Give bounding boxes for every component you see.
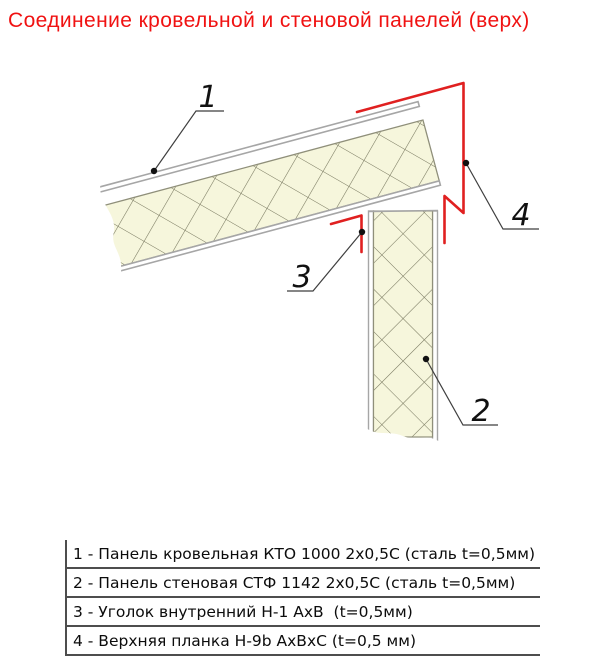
legend-row-2-text: 2 - Панель стеновая СТФ 1142 2х0,5С (сталь t=0,5мм) <box>73 573 516 592</box>
legend-row-3-text: 3 - Уголок внутренний Н-1 АхВ (t=0,5мм) <box>73 602 413 621</box>
wall-panel-right-skin <box>433 211 438 442</box>
wall-panel <box>368 211 438 443</box>
legend-row-4 <box>67 627 540 656</box>
wall-panel-top-edge <box>368 211 438 212</box>
legend-row-3 <box>67 598 540 627</box>
legend-row-1 <box>67 540 540 569</box>
technical-drawing <box>0 46 600 520</box>
legend-row-4-text: 4 - Верхняя планка Н-9b АхВхС (t=0,5 мм) <box>73 631 416 650</box>
legend-row-1-text: 1 - Панель кровельная КТО 1000 2х0,5С (сталь t=0,5мм) <box>73 544 536 563</box>
wall-panel-left-skin <box>369 211 374 439</box>
page-title: Соединение кровельной и стеновой панелей (верх) <box>8 9 530 32</box>
callout-4-dot <box>463 160 469 166</box>
callout-2-label: 2 <box>471 394 491 429</box>
legend-table <box>65 540 540 656</box>
inner-corner-flashing <box>331 216 362 253</box>
callout-1-dot <box>151 168 157 174</box>
callout-1-label: 1 <box>198 80 218 115</box>
legend-row-2 <box>67 569 540 598</box>
callout-4 <box>463 160 539 233</box>
callout-3 <box>287 229 365 295</box>
callout-3-label: 3 <box>292 260 312 295</box>
callout-4-label: 4 <box>511 198 531 233</box>
callout-2-dot <box>423 356 429 362</box>
wall-panel-core <box>374 211 433 437</box>
callout-3-dot <box>359 229 365 235</box>
